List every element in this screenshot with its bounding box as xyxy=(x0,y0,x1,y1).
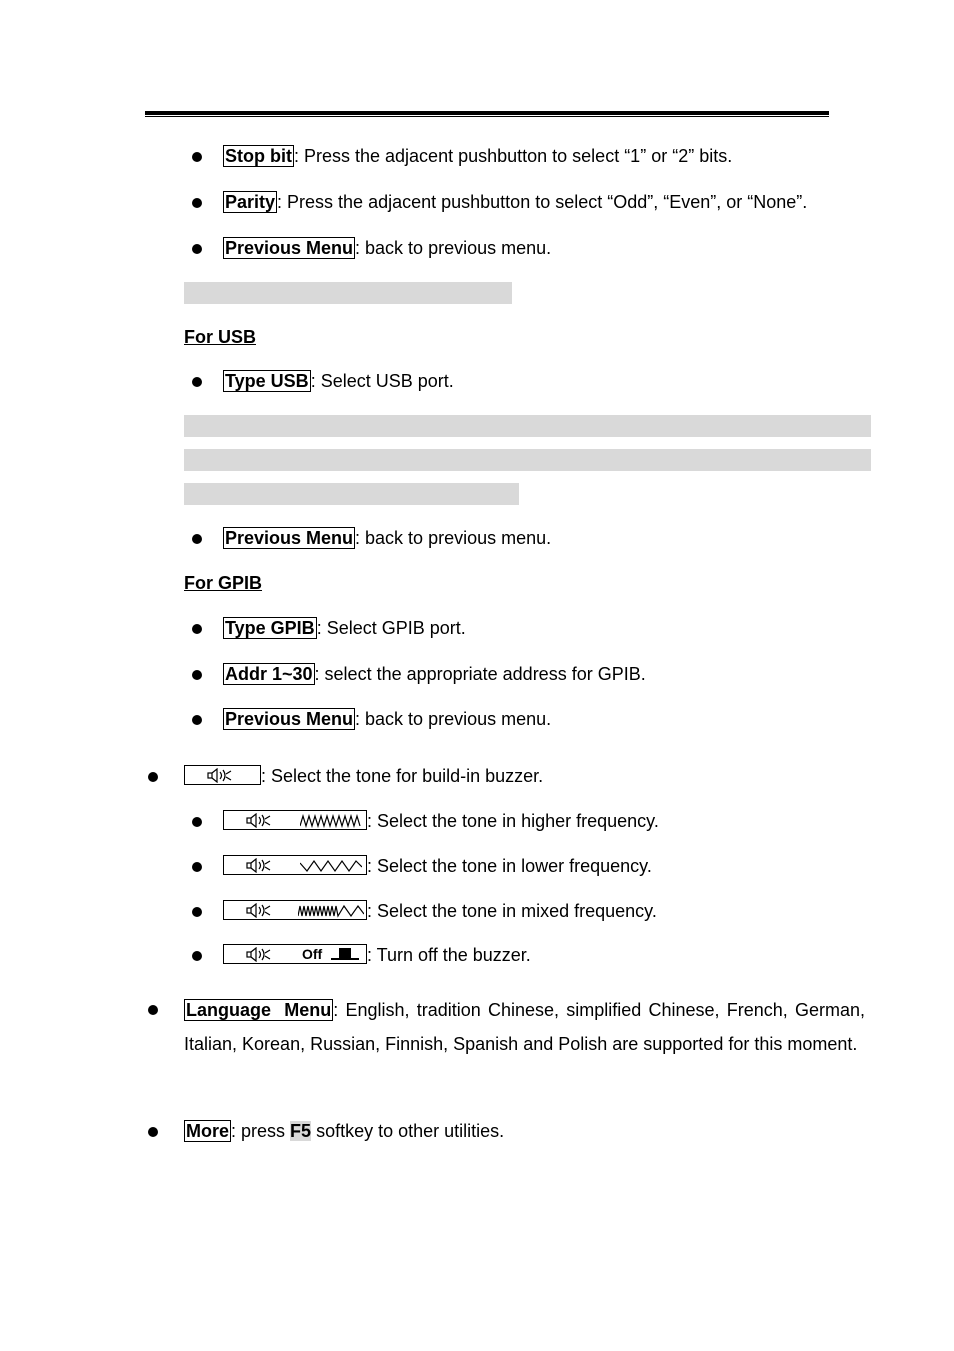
buzzer-text: : Select the tone for build-in buzzer. xyxy=(261,766,544,786)
header-rule xyxy=(145,111,829,115)
buzzer-off-icon-box xyxy=(223,944,367,964)
bullet xyxy=(192,951,202,961)
bullet xyxy=(148,1005,158,1015)
previous-menu-label: Previous Menu xyxy=(225,709,354,729)
previous-menu-label: Previous Menu xyxy=(225,238,354,258)
buzzer-off-icon xyxy=(330,947,360,961)
low-frequency-wave-icon xyxy=(300,859,362,873)
header-rule-thin xyxy=(145,116,829,117)
mixed-tone-text: : Select the tone in mixed frequency. xyxy=(367,901,657,921)
previous-menu-text: : back to previous menu. xyxy=(355,528,552,548)
language-item xyxy=(184,993,865,1061)
parity-text: : Press the adjacent pushbutton to select “Odd”, “Even”, or “None”. xyxy=(277,192,808,212)
f5-key: F5 xyxy=(290,1121,312,1141)
bullet xyxy=(148,1127,158,1137)
speaker-icon xyxy=(246,947,272,962)
bullet xyxy=(148,772,158,782)
stop-bit-item xyxy=(223,145,732,167)
low-tone-text: : Select the tone in lower frequency. xyxy=(367,856,652,876)
redacted-block xyxy=(184,415,871,437)
type-usb-item xyxy=(223,370,454,392)
serial-previous-item xyxy=(223,237,551,259)
stop-bit-label: Stop bit xyxy=(225,146,292,166)
addr-label: Addr 1~30 xyxy=(225,664,313,684)
more-text-before: : press xyxy=(231,1121,291,1141)
bullet xyxy=(192,817,202,827)
parity-item xyxy=(223,191,807,213)
high-frequency-wave-icon xyxy=(300,814,362,828)
usb-previous-item xyxy=(223,527,551,549)
parity-label: Parity xyxy=(225,192,276,212)
speaker-icon xyxy=(246,858,272,873)
more-label: More xyxy=(186,1121,230,1141)
redacted-block xyxy=(184,483,519,505)
type-gpib-item xyxy=(223,617,466,639)
stop-bit-text: : Press the adjacent pushbutton to select “1” or “2” bits. xyxy=(293,146,733,166)
type-usb-text: : Select USB port. xyxy=(310,371,454,391)
language-menu-label: Language Menu xyxy=(186,1000,332,1020)
bullet xyxy=(192,152,202,162)
previous-menu-label: Previous Menu xyxy=(225,528,354,548)
more-item xyxy=(184,1120,504,1142)
speaker-icon xyxy=(246,903,272,918)
buzzer-off-text: : Turn off the buzzer. xyxy=(367,945,531,965)
language-text: : English, tradition Chinese, simplified Chinese, French, German, Italian, Korean, Russian, Finnish, Spanish and Polish are supported for this moment. xyxy=(184,1000,865,1054)
buzzer-tone-icon-box xyxy=(184,765,261,785)
gpib-previous-item xyxy=(223,708,551,730)
redacted-block xyxy=(184,449,871,471)
bullet xyxy=(192,624,202,634)
mixed-frequency-wave-icon xyxy=(298,904,364,918)
bullet xyxy=(192,670,202,680)
bullet xyxy=(192,715,202,725)
previous-menu-text: : back to previous menu. xyxy=(355,709,552,729)
more-text-after: softkey to other utilities. xyxy=(311,1121,505,1141)
redacted-block xyxy=(184,282,512,304)
gpib-heading: For GPIB xyxy=(184,573,263,593)
bullet xyxy=(192,862,202,872)
addr-text: : select the appropriate address for GPIB. xyxy=(314,664,646,684)
type-gpib-label: Type GPIB xyxy=(225,618,315,638)
speaker-icon xyxy=(207,768,233,783)
high-tone-text: : Select the tone in higher frequency. xyxy=(367,811,659,831)
speaker-icon xyxy=(246,813,272,828)
addr-item xyxy=(223,663,646,685)
bullet xyxy=(192,244,202,254)
off-label: Off xyxy=(302,946,323,962)
mixed-tone-icon-box xyxy=(223,900,367,920)
bullet xyxy=(192,198,202,208)
type-gpib-text: : Select GPIB port. xyxy=(316,618,466,638)
usb-heading: For USB xyxy=(184,327,256,347)
low-tone-icon-box xyxy=(223,855,367,875)
high-tone-icon-box xyxy=(223,810,367,830)
type-usb-label: Type USB xyxy=(225,371,309,391)
bullet xyxy=(192,907,202,917)
bullet xyxy=(192,534,202,544)
previous-menu-text: : back to previous menu. xyxy=(355,238,552,258)
bullet xyxy=(192,377,202,387)
